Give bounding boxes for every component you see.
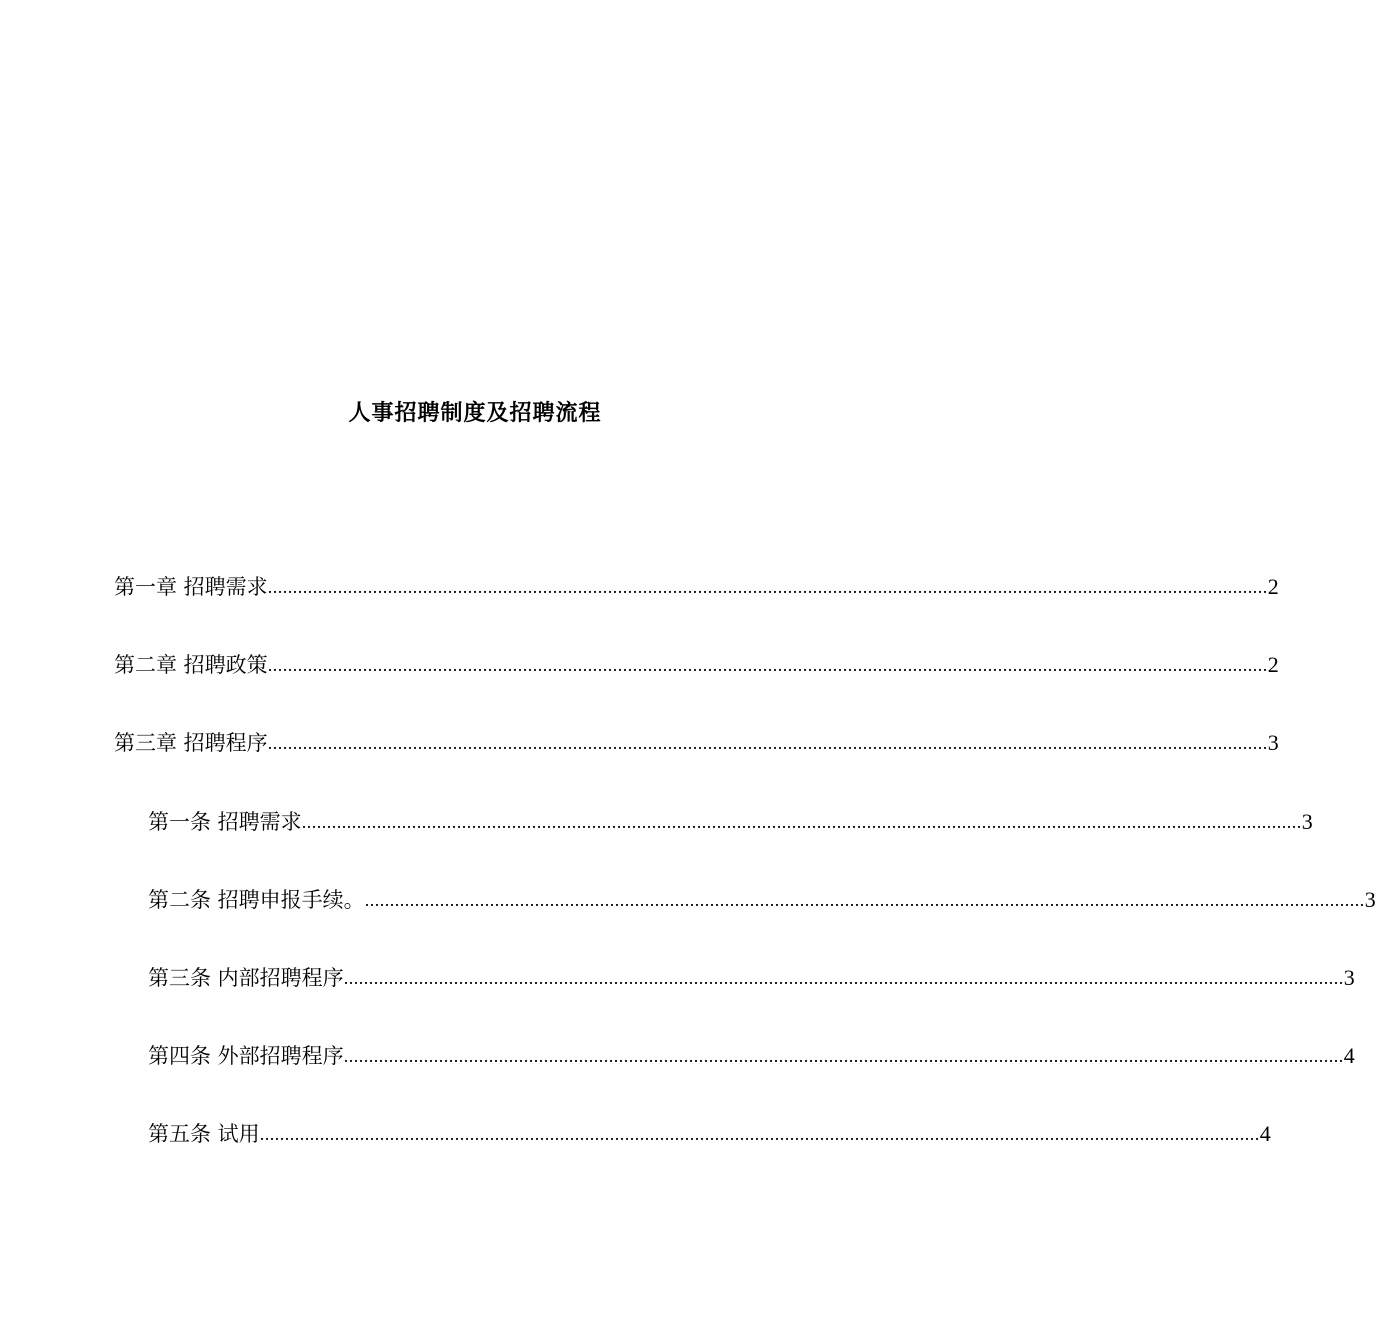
toc-page-number: 3 xyxy=(1301,809,1313,834)
toc-page-number: 4 xyxy=(1343,1043,1355,1068)
toc-entry-label: 第一章 招聘需求 xyxy=(114,575,268,599)
toc-page-number: 2 xyxy=(1267,574,1279,599)
toc-dot-leader: ........................................................................................................................................................................................................ xyxy=(267,577,1268,597)
toc-page-number: 3 xyxy=(1364,887,1376,912)
toc-entry-label: 第一条 招聘需求 xyxy=(148,810,302,834)
toc-entry-article-1[interactable] xyxy=(148,805,1313,839)
toc-dot-leader: ........................................................................................................................................................................................................ xyxy=(343,968,1344,988)
toc-entry-label: 第三章 招聘程序 xyxy=(114,731,268,755)
toc-entry-label: 第四条 外部招聘程序 xyxy=(148,1044,344,1068)
toc-entry-label: 第二章 招聘政策 xyxy=(114,653,268,677)
toc-page-number: 3 xyxy=(1267,730,1279,755)
toc-entry-article-2[interactable] xyxy=(148,883,1376,917)
toc-entry-article-5[interactable] xyxy=(148,1117,1271,1151)
toc-entry-chapter-2[interactable] xyxy=(114,648,1279,682)
toc-dot-leader: ........................................................................................................................................................................................................ xyxy=(343,1046,1344,1066)
toc-entry-label: 第二条 招聘申报手续。 xyxy=(148,888,365,912)
toc-dot-leader: ........................................................................................................................................................................................................ xyxy=(364,890,1365,910)
toc-dot-leader: ........................................................................................................................................................................................................ xyxy=(267,655,1268,675)
toc-entry-label: 第三条 内部招聘程序 xyxy=(148,966,344,990)
toc-entry-article-4[interactable] xyxy=(148,1039,1355,1073)
toc-entry-article-3[interactable] xyxy=(148,961,1355,995)
toc-dot-leader: ........................................................................................................................................................................................................ xyxy=(267,733,1268,753)
toc-entry-chapter-3[interactable] xyxy=(114,726,1279,760)
toc-page-number: 4 xyxy=(1259,1121,1271,1146)
toc-entry-chapter-1[interactable] xyxy=(114,570,1279,604)
toc-dot-leader: ........................................................................................................................................................................................................ xyxy=(259,1124,1260,1144)
toc-entry-label: 第五条 试用 xyxy=(148,1122,260,1146)
toc-page-number: 3 xyxy=(1343,965,1355,990)
toc-page-number: 2 xyxy=(1267,652,1279,677)
toc-dot-leader: ........................................................................................................................................................................................................ xyxy=(301,812,1302,832)
document-title: 人事招聘制度及招聘流程 xyxy=(348,401,602,426)
